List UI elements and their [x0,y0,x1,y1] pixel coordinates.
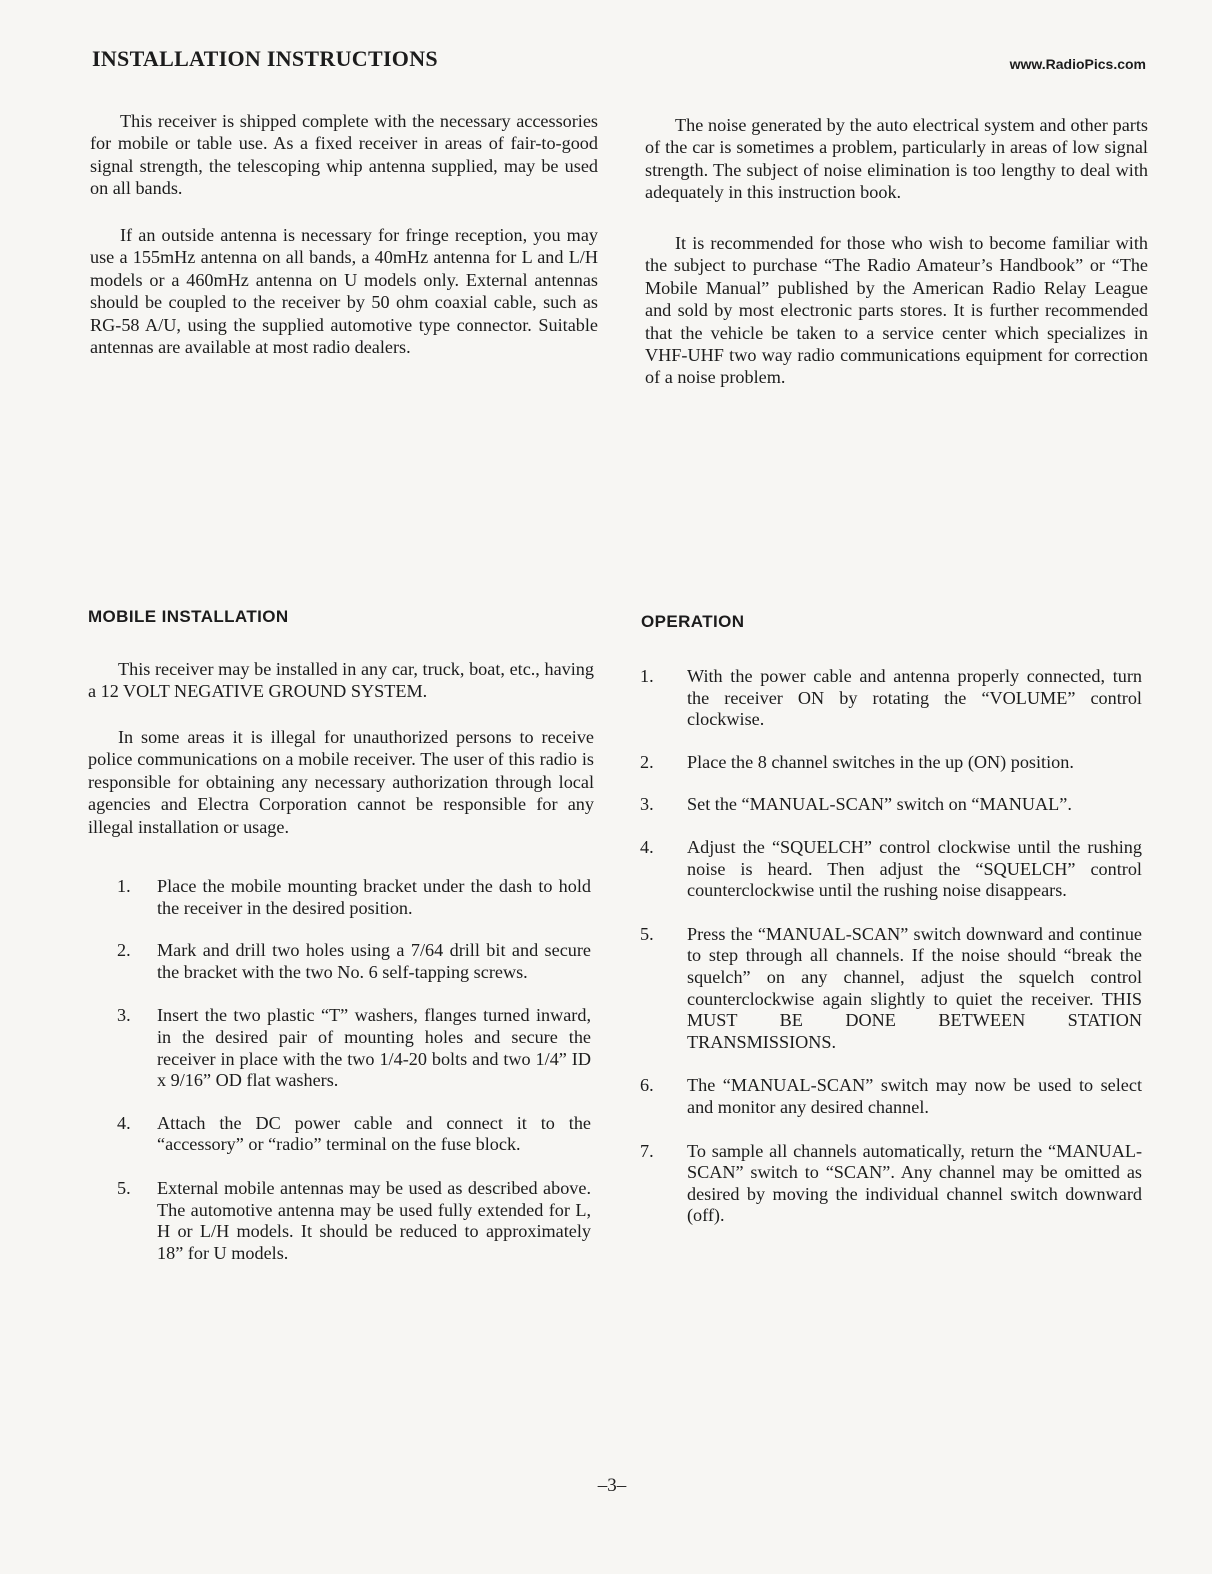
list-item [117,1005,591,1091]
noise-paragraph-1: The noise generated by the auto electrical system and other parts of the car is sometimes a problem, particularly in areas of low signal strength. The subject of noise elimination is too lengthy to deal with adequately in this instruction book. [645,115,1148,203]
step-text: To sample all channels automatically, return the “MANUAL-SCAN” switch to “SCAN”. Any channel may be omitted as desired by moving the individual channel switch downward (off). [687,1140,1142,1226]
intro-paragraph-1: This receiver is shipped complete with the necessary accessories for mobile or table use. As a fixed receiver in areas of fair-to-good signal strength, the telescoping whip antenna supplied, may be used on all bands. [90,111,598,199]
intro-paragraph-2: If an outside antenna is necessary for fringe reception, you may use a 155mHz antenna on all bands, a 40mHz antenna for L and L/H models or a 460mHz antenna on U models only. External antennas should be coupled to the receiver by 50 ohm coaxial cable, such as RG-58 A/U, using the supplied automotive type connector. Suitable antennas are available at most radio dealers. [90,225,598,358]
list-item [640,794,1142,816]
list-item [117,1112,591,1156]
list-item [117,940,591,983]
operation-steps-list [640,666,1142,1227]
step-text: Place the 8 channel switches in the up (ON) position. [687,751,1074,772]
step-text: External mobile antennas may be used as described above. The automotive antenna may be used fully extended for L, H or L/H models. It should be reduced to approximately 18” for U models. [157,1177,591,1263]
operation-heading: OPERATION [641,612,745,631]
step-number: 5. [117,1177,131,1198]
step-text: With the power cable and antenna properly connected, turn the receiver ON by rotating the “VOLUME” control clockwise. [687,666,1142,730]
list-item [640,1140,1142,1227]
step-number: 3. [640,794,654,815]
step-number: 2. [640,751,654,772]
step-text: Insert the two plastic “T” washers, flanges turned inward, in the desired pair of mounting holes and secure the receiver in place with the two 1/4-20 bolts and two 1/4” ID x 9/16” OD flat washers. [157,1005,591,1091]
step-text: The “MANUAL-SCAN” switch may now be used to select and monitor any desired channel. [687,1075,1142,1117]
list-item [640,666,1142,731]
page-number: –3– [597,1475,627,1496]
step-number: 4. [640,836,654,857]
mobile-paragraph-2: In some areas it is illegal for unauthorized persons to receive police communications on a mobile receiver. The user of this radio is responsible for obtaining any necessary authorization through local agencies and Electra Corporation cannot be responsible for any illegal installation or usage. [88,727,594,837]
mobile-paragraph-1: This receiver may be installed in any car, truck, boat, etc., having a 12 VOLT NEGATIVE GROUND SYSTEM. [88,659,594,702]
step-number: 1. [117,876,131,896]
step-text: Attach the DC power cable and connect it to the “accessory” or “radio” terminal on the fuse block. [157,1112,591,1155]
list-item [117,876,591,919]
page-title: INSTALLATION INSTRUCTIONS [92,46,438,71]
step-text: Place the mobile mounting bracket under the dash to hold the receiver in the desired position. [157,876,591,918]
website-watermark: www.RadioPics.com [1009,56,1146,72]
step-number: 5. [640,923,654,944]
step-number: 6. [640,1075,654,1096]
step-text: Mark and drill two holes using a 7/64 drill bit and secure the bracket with the two No. 6 self-tapping screws. [157,940,591,982]
step-number: 2. [117,940,131,961]
step-text: Adjust the “SQUELCH” control clockwise until the rushing noise is heard. Then adjust the “SQUELCH” control counterclockwise until the rushing noise disappears. [687,836,1142,901]
list-item [640,923,1142,1054]
step-number: 3. [117,1005,131,1026]
mobile-installation-heading: MOBILE INSTALLATION [88,607,289,626]
list-item [117,1177,591,1264]
step-text: Press the “MANUAL-SCAN” switch downward and continue to step through all channels. If the noise should “break the squelch” on any channel, adjust the squelch control counterclockwise again slightly to quiet the receiver. THIS MUST BE DONE BETWEEN STATION TRANSMISSIONS. [687,923,1142,1052]
step-text: Set the “MANUAL-SCAN” switch on “MANUAL”. [687,794,1072,815]
list-item [640,751,1142,774]
step-number: 7. [640,1140,654,1161]
list-item [640,1075,1142,1118]
list-item [640,836,1142,902]
noise-paragraph-2: It is recommended for those who wish to become familiar with the subject to purchase “The Radio Amateur’s Handbook” or “The Mobile Manual” published by the American Radio Relay League and sold by most electronic parts stores. It is further recommended that the vehicle be taken to a service center which specializes in VHF-UHF two way radio communications equipment for correction of a noise problem. [645,233,1148,388]
mobile-steps-list [117,876,591,1264]
step-number: 4. [117,1112,131,1133]
step-number: 1. [640,666,654,686]
